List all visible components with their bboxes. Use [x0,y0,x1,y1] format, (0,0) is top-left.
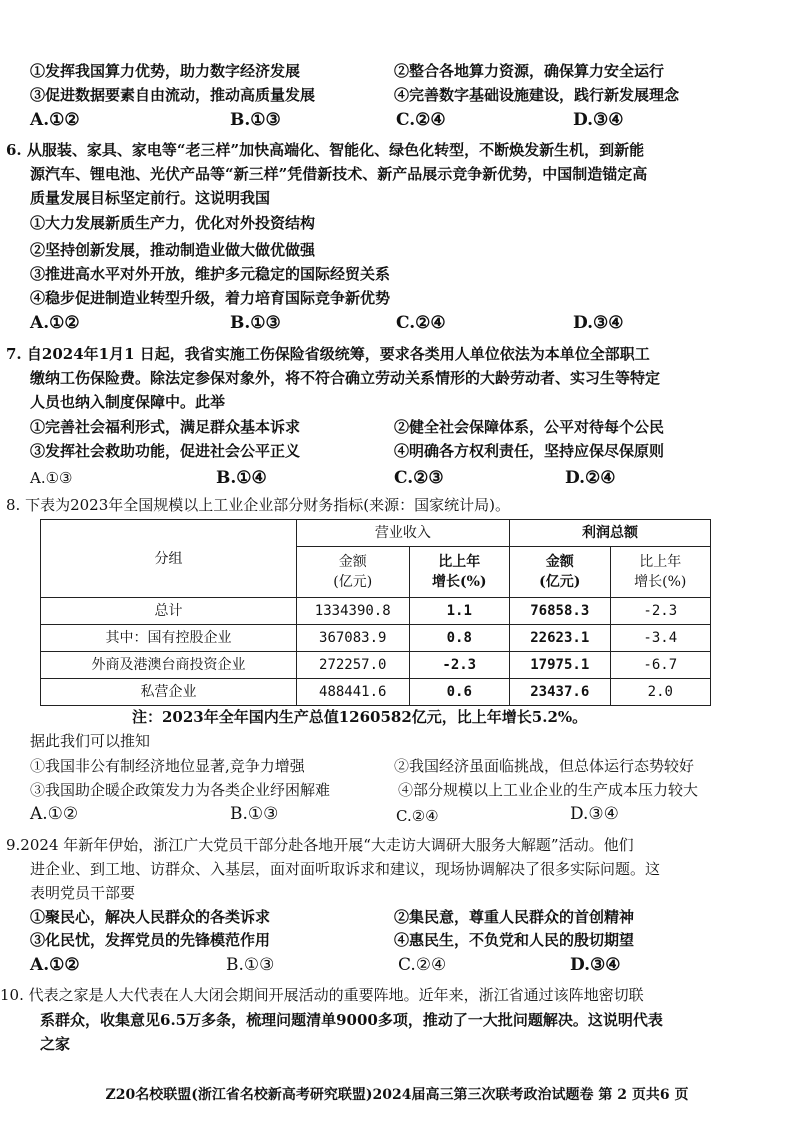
table-subheader-profit-amount: 金额 (亿元) [509,547,610,598]
q9-option-2: ②集民意，尊重人民群众的首创精神 [394,908,635,926]
table-cell-revenue: 488441.6 [296,679,409,706]
q9-stem-line-1: 9.2024 年新年伊始，浙江广大党员干部分赴各地开展“大走访大调研大服务大解题”活动。他们 [6,836,634,854]
q6-choice-a: A.①② [30,313,80,333]
table-cell-profit: 17975.1 [509,652,610,679]
table-cell-revenue-growth: 0.8 [409,625,509,652]
table-row [41,652,711,679]
q5-option-3: ③促进数据要素自由流动，推动高质量发展 [30,86,316,104]
q6-option-2: ②坚持创新发展，推动制造业做大做优做强 [30,241,316,259]
table-cell-profit-growth: 2.0 [610,679,710,706]
table-header-profit: 利润总额 [509,520,710,547]
q9-choice-c: C.②④ [398,955,447,975]
table-subheader-rev-growth: 比上年 增长(%) [409,547,509,598]
table-cell-revenue: 272257.0 [296,652,409,679]
q10-stem-line-2: 系群众，收集意见6.5万多条，梳理问题清单9000多项，推动了一大批问题解决。这说明代表 [40,1011,663,1029]
q7-option-1: ①完善社会福利形式，满足群众基本诉求 [30,418,301,436]
table-row [41,679,711,706]
table-cell-group: 私营企业 [41,679,297,706]
table-cell-revenue: 367083.9 [296,625,409,652]
q10-stem-line-1: 10. 代表之家是人大代表在人大闭会期间开展活动的重要阵地。近年来，浙江省通过该阵地密切联 [0,986,644,1004]
q7-stem-line-3: 人员也纳入制度保障中。此举 [30,393,226,411]
q9-option-4: ④惠民生，不负党和人民的殷切期望 [394,931,635,949]
q8-table-note: 注：2023年全年国内生产总值1260582亿元，比上年增长5.2%。 [132,708,588,726]
q9-option-3: ③化民忧，发挥党员的先锋模范作用 [30,931,271,949]
q8-choice-d: D.③④ [570,804,619,824]
page-footer: Z20名校联盟(浙江省名校新高考研究联盟)2024届高三第三次联考政治试题卷 第 2 页共6 页 [105,1087,689,1103]
q7-stem-line-1: 7. 自2024年1月1 日起，我省实施工伤保险省级统筹，要求各类用人单位依法为本单位全部职工 [6,345,650,363]
table-cell-revenue: 1334390.8 [296,598,409,625]
q10-stem-line-3: 之家 [40,1035,71,1053]
table-row [41,598,711,625]
q8-option-3: ③我国助企暖企政策发力为各类企业纾困解难 [30,781,331,799]
q8-stem: 8. 下表为2023年全国规模以上工业企业部分财务指标(来源：国家统计局)。 [6,496,510,514]
q6-option-1: ①大力发展新质生产力，优化对外投资结构 [30,214,316,232]
table-cell-revenue-growth: -2.3 [409,652,509,679]
q8-choice-a: A.①② [30,804,79,824]
q7-choice-d: D.②④ [565,468,616,488]
q7-choice-c: C.②③ [394,468,444,488]
q7-choice-a: A.①③ [30,469,73,487]
q7-option-4: ④明确各方权利责任，坚持应保尽保原则 [394,442,665,460]
q9-choice-d: D.③④ [570,955,621,975]
q5-choice-b: B.①③ [230,110,281,130]
table-cell-profit-growth: -3.4 [610,625,710,652]
table-subheader-rev-amount: 金额 (亿元) [296,547,409,598]
q6-stem-line-2: 源汽车、锂电池、光伏产品等“新三样”凭借新技术、新产品展示竞争新优势，中国制造锚定高 [30,165,648,183]
q5-choice-c: C.②④ [396,110,446,130]
q9-option-1: ①聚民心，解决人民群众的各类诉求 [30,908,271,926]
q8-option-4: ④部分规模以上工业企业的生产成本压力较大 [398,781,699,799]
q6-choice-d: D.③④ [573,313,624,333]
q9-stem-line-3: 表明党员干部要 [30,884,136,902]
table-header-group: 分组 [41,520,297,598]
q6-option-4: ④稳步促进制造业转型升级，着力培育国际竞争新优势 [30,289,391,307]
table-cell-revenue-growth: 1.1 [409,598,509,625]
table-cell-group: 总计 [41,598,297,625]
q7-option-3: ③发挥社会救助功能，促进社会公平正义 [30,442,301,460]
q5-option-4: ④完善数字基础设施建设，践行新发展理念 [394,86,680,104]
q5-choice-d: D.③④ [573,110,624,130]
table-cell-profit: 76858.3 [509,598,610,625]
q6-stem-line-1: 6. 从服装、家具、家电等“老三样”加快高端化、智能化、绿色化转型，不断焕发新生机，到新能 [6,141,645,159]
q8-choice-b: B.①③ [230,804,279,824]
q7-choice-b: B.①④ [216,468,267,488]
financial-indicators-table [40,519,711,706]
q6-choice-b: B.①③ [230,313,281,333]
q5-option-2: ②整合各地算力资源，确保算力安全运行 [394,62,665,80]
table-cell-revenue-growth: 0.6 [409,679,509,706]
table-cell-profit: 23437.6 [509,679,610,706]
q9-stem-line-2: 进企业、到工地、访群众、入基层，面对面听取诉求和建议，现场协调解决了很多实际问题。这 [30,860,661,878]
q7-stem-line-2: 缴纳工伤保险费。除法定参保对象外，将不符合确立劳动关系情形的大龄劳动者、实习生等特定 [30,369,661,387]
q9-choice-b: B.①③ [226,955,275,975]
table-cell-profit-growth: -2.3 [610,598,710,625]
table-cell-profit: 22623.1 [509,625,610,652]
q8-option-2: ②我国经济虽面临挑战，但总体运行态势较好 [394,757,695,775]
q8-option-1: ①我国非公有制经济地位显著,竞争力增强 [30,757,305,775]
q9-choice-a: A.①② [30,955,80,975]
table-header-revenue: 营业收入 [296,520,509,547]
table-row [41,625,711,652]
table-cell-group: 外商及港澳台商投资企业 [41,652,297,679]
q8-choice-c: C.②④ [396,807,439,825]
table-cell-profit-growth: -6.7 [610,652,710,679]
q6-choice-c: C.②④ [396,313,446,333]
q6-stem-line-3: 质量发展目标坚定前行。这说明我国 [30,189,271,207]
q6-option-3: ③推进高水平对外开放，维护多元稳定的国际经贸关系 [30,265,391,283]
q5-choice-a: A.①② [30,110,80,130]
table-cell-group: 其中：国有控股企业 [41,625,297,652]
q7-option-2: ②健全社会保障体系，公平对待每个公民 [394,418,665,436]
table-subheader-profit-growth: 比上年 增长(%) [610,547,710,598]
q5-option-1: ①发挥我国算力优势，助力数字经济发展 [30,62,301,80]
q8-prompt: 据此我们可以推知 [30,732,151,750]
